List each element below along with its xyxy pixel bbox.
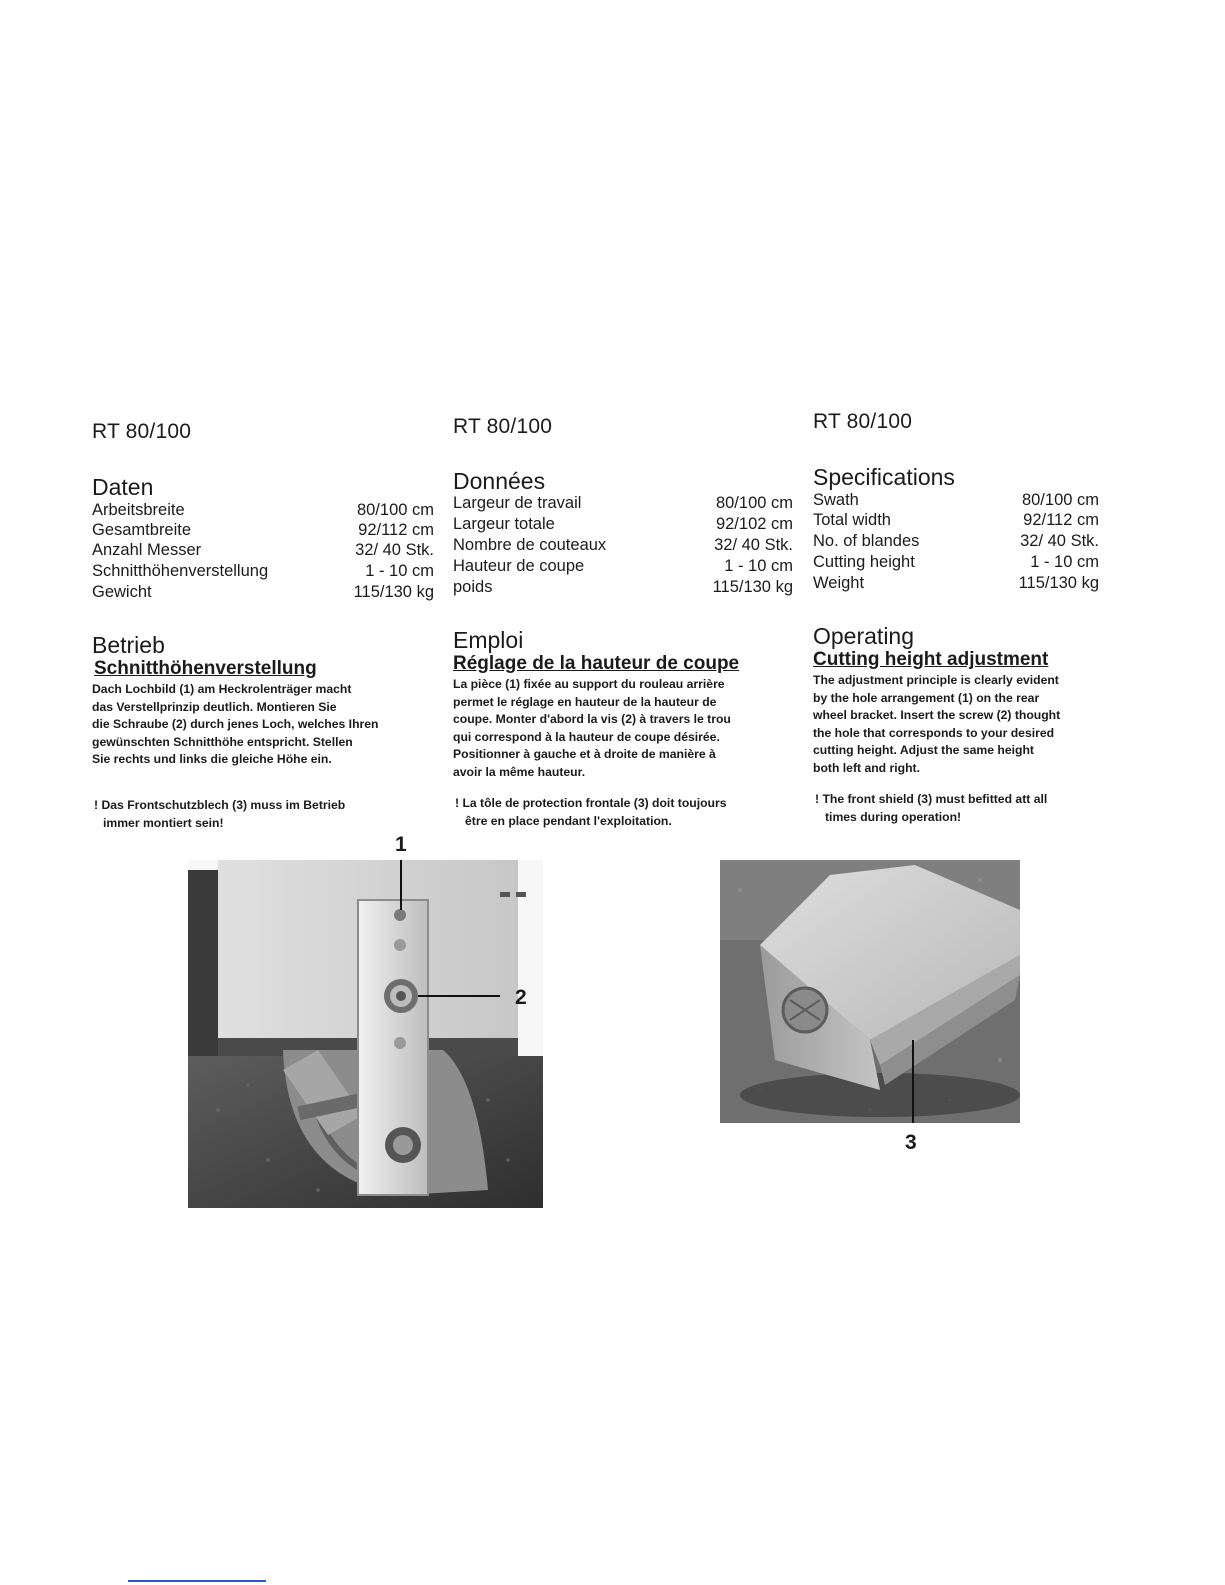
spec-label: Arbeitsbreite	[92, 501, 185, 519]
operation-heading: Operating	[813, 623, 915, 649]
spec-row	[813, 511, 1099, 533]
safety-note: ! La tôle de protection frontale (3) doit toujours être en place pendant l'exploitation.	[455, 796, 727, 828]
spec-label: Gesamtbreite	[92, 521, 192, 539]
spec-value: 92/112 cm	[1023, 511, 1099, 529]
operation-text: The adjustment principle is clearly evident by the hole arrangement (1) on the rear wheel bracket. Insert the screw (2) thought the hole that corresponds to your desired cutting height. Adjust the same height both left and right.	[813, 673, 1061, 775]
scan-mark	[500, 892, 526, 902]
spec-row	[453, 578, 793, 600]
spec-label: No. of blandes	[813, 532, 920, 550]
safety-note: ! The front shield (3) must befitted att all times during operation!	[815, 792, 1048, 824]
spec-label: Largeur totale	[453, 515, 555, 533]
spec-value: 92/112 cm	[358, 521, 434, 539]
spec-value: 80/100 cm	[356, 501, 434, 519]
spec-value: 115/130 kg	[353, 583, 434, 601]
spec-row	[92, 501, 434, 523]
spec-row	[453, 557, 793, 579]
operation-subheading: Schnitthöhenverstellung	[94, 658, 317, 679]
spec-label: Cutting height	[813, 553, 915, 571]
spec-label: Nombre de couteaux	[453, 536, 607, 554]
operation-text: La pièce (1) fixée au support du rouleau arrière permet le réglage en hauteur de la hauteur de coupe. Monter d'abord la vis (2) à travers le trou qui correspond à la hauteur de coupe désirée. Positionner à gauche et à droite de manière à avoir la même hauteur.	[453, 677, 731, 779]
spec-value: 1 - 10 cm	[724, 557, 793, 575]
model-title: RT 80/100	[813, 410, 913, 433]
spec-row	[92, 562, 434, 584]
operation-text: Dach Lochbild (1) am Heckrolenträger macht das Verstellprinzip deutlich. Montieren Sie die Schraube (2) durch jenes Loch, welches Ihren gewünschten Schnitthöhe entspricht. Stellen Sie rechts und links die gleiche Höhe ein.	[92, 682, 379, 766]
spec-row	[92, 583, 434, 605]
callout-2: 2	[515, 986, 527, 1009]
photo-front-shield	[720, 860, 1020, 1123]
footer-link-underline	[128, 1580, 266, 1582]
spec-label: Schnitthöhenverstellung	[92, 562, 269, 580]
spec-value: 80/100 cm	[1021, 491, 1099, 509]
callout-1: 1	[395, 833, 407, 856]
spec-row	[813, 491, 1099, 513]
safety-note: ! Das Frontschutzblech (3) muss im Betrieb immer montiert sein!	[94, 798, 346, 830]
operation-heading: Betrieb	[92, 632, 165, 658]
spec-label: poids	[453, 578, 493, 596]
spec-value: 1 - 10 cm	[365, 562, 434, 580]
spec-label: Anzahl Messer	[92, 541, 202, 559]
spec-value: 80/100 cm	[715, 494, 793, 512]
spec-row	[453, 536, 793, 558]
spec-label: Swath	[813, 491, 859, 509]
operation-heading: Emploi	[453, 627, 524, 653]
spec-row	[92, 521, 434, 543]
callout-3: 3	[905, 1131, 917, 1154]
spec-label: Gewicht	[92, 583, 152, 601]
spec-value: 115/130 kg	[712, 578, 793, 596]
spec-label: Largeur de travail	[453, 494, 582, 512]
spec-row	[813, 574, 1099, 596]
specs-heading: Specifications	[813, 464, 955, 490]
specs-heading: Données	[453, 468, 546, 494]
spec-value: 92/102 cm	[715, 515, 793, 533]
spec-value: 32/ 40 Stk.	[714, 536, 793, 554]
spec-row	[453, 515, 793, 537]
spec-row	[813, 553, 1099, 575]
photo-height-adjustment	[188, 860, 543, 1208]
spec-label: Weight	[813, 574, 865, 592]
mower-photo-illustration	[720, 860, 1020, 1123]
specs-heading: Daten	[92, 474, 154, 500]
spec-value: 32/ 40 Stk.	[355, 541, 434, 559]
spec-value: 115/130 kg	[1018, 574, 1099, 592]
spec-row	[92, 541, 434, 563]
model-title: RT 80/100	[453, 415, 553, 438]
operation-subheading: Réglage de la hauteur de coupe	[453, 653, 740, 674]
spec-value: 1 - 10 cm	[1030, 553, 1099, 571]
spec-label: Total width	[813, 511, 891, 529]
model-title: RT 80/100	[92, 420, 192, 443]
bracket-photo-illustration	[188, 860, 543, 1208]
spec-row	[453, 494, 793, 516]
spec-row	[813, 532, 1099, 554]
operation-subheading: Cutting height adjustment	[813, 649, 1049, 670]
spec-label: Hauteur de coupe	[453, 557, 585, 575]
spec-value: 32/ 40 Stk.	[1020, 532, 1099, 550]
